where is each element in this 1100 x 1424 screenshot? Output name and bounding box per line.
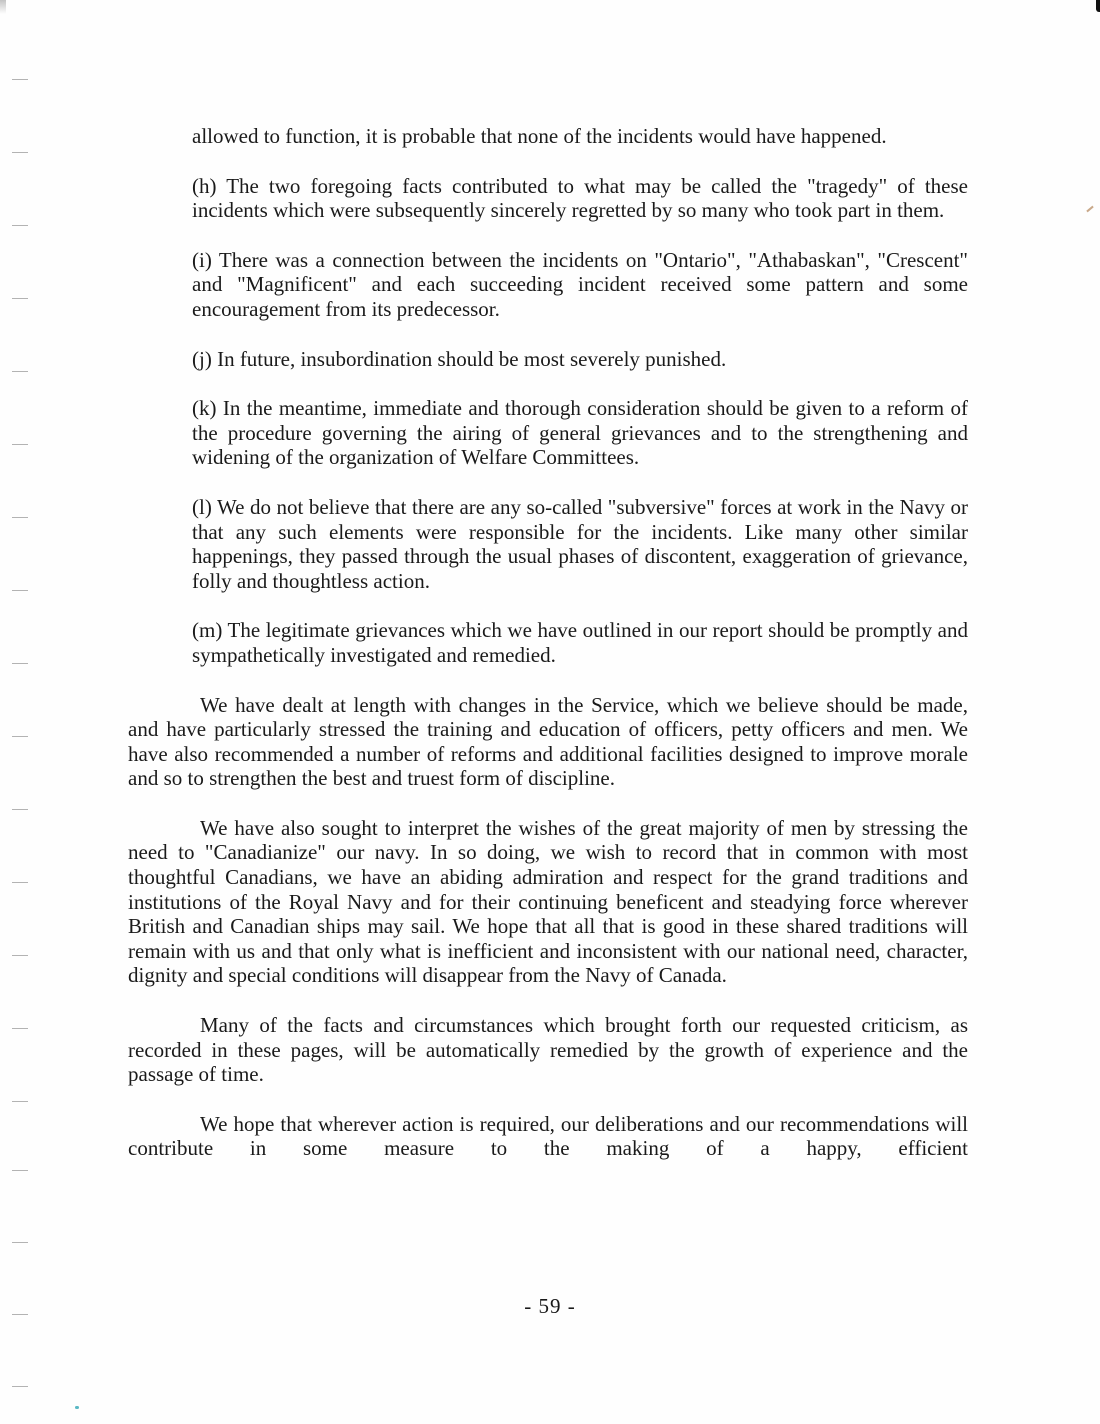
continuation-paragraph: allowed to function, it is probable that none of the incidents would have happened. xyxy=(192,124,887,148)
binding-mark xyxy=(12,809,28,810)
binding-hole-marks xyxy=(10,0,32,1424)
finding-l: (l) We do not believe that there are any so-called "subversive" forces at work in the Navy or that any such elements were responsible for the incidents. Like many other similar happenings, they passed through the usual phases of discontent, exaggeration of grievance, folly and thoughtless action. xyxy=(192,494,968,593)
finding-j: (j) In future, insubordination should be most severely punished. xyxy=(192,346,727,371)
binding-mark xyxy=(12,1242,28,1243)
binding-mark xyxy=(12,1101,28,1102)
binding-mark xyxy=(12,444,28,445)
scan-edge-mark xyxy=(1096,0,1100,12)
binding-mark xyxy=(12,736,28,737)
paragraph-service-changes: We have dealt at length with changes in the Service, which we believe should be made, and have particularly stressed the training and education of officers, petty officers and men. We have also recommended a number of reforms and additional facilities designed to improve morale and so to strengthen the best and truest form of discipline. xyxy=(128,692,968,791)
binding-mark xyxy=(12,225,28,226)
binding-mark xyxy=(12,1386,28,1387)
binding-mark xyxy=(12,517,28,518)
binding-mark xyxy=(12,79,28,80)
document-body xyxy=(128,124,968,1186)
page-number: - 59 - xyxy=(524,1294,576,1318)
stray-pen-mark xyxy=(1086,206,1093,213)
binding-mark xyxy=(12,371,28,372)
paragraph-canadianize: We have also sought to interpret the wishes of the great majority of men by stressing the need to "Canadianize" our navy. In so doing, we wish to record that in common with most thoughtful Canadians, we have an abiding admiration and respect for the grand traditions and institutions of the Royal Navy and for their continuing beneficent and steadying force wherever British and Canadian ships may sail. We hope that all that is good in these shared traditions will remain with us and that only what is inefficient and inconsistent with our national need, character, dignity and special conditions will disappear from the Navy of Canada. xyxy=(128,815,968,988)
paragraph-facts-circumstances: Many of the facts and circumstances which brought forth our requested criticism, as recorded in these pages, will be automatically remedied by the growth of experience and the passage of time. xyxy=(128,1013,968,1087)
paragraph-closing-hope: We hope that wherever action is required, our deliberations and our recommendations will contribute in some measure to the making of a happy, efficient xyxy=(128,1111,968,1161)
binding-mark xyxy=(12,955,28,956)
scan-speck xyxy=(75,1406,79,1409)
binding-mark xyxy=(12,590,28,591)
finding-h: (h) The two foregoing facts contributed to what may be called the "tragedy" of these incidents which were subsequently sincerely regretted by so many who took part in them. xyxy=(192,173,968,223)
finding-k: (k) In the meantime, immediate and thorough consideration should be given to a reform of the procedure governing the airing of general grievances and to the strengthening and widening of the organization of Welfare Committees. xyxy=(192,396,968,470)
binding-mark xyxy=(12,298,28,299)
scan-corner-shadow xyxy=(0,0,6,14)
binding-mark xyxy=(12,663,28,664)
finding-i: (i) There was a connection between the incidents on "Ontario", "Athabaskan", "Crescent" and "Magnificent" and each succeeding incident received some pattern and some encouragement from its predecessor. xyxy=(192,247,968,321)
binding-mark xyxy=(12,152,28,153)
binding-mark xyxy=(12,1028,28,1029)
finding-m: (m) The legitimate grievances which we have outlined in our report should be promptly and sympathetically investigated and remedied. xyxy=(192,618,968,667)
binding-mark xyxy=(12,1170,28,1171)
binding-mark xyxy=(12,882,28,883)
